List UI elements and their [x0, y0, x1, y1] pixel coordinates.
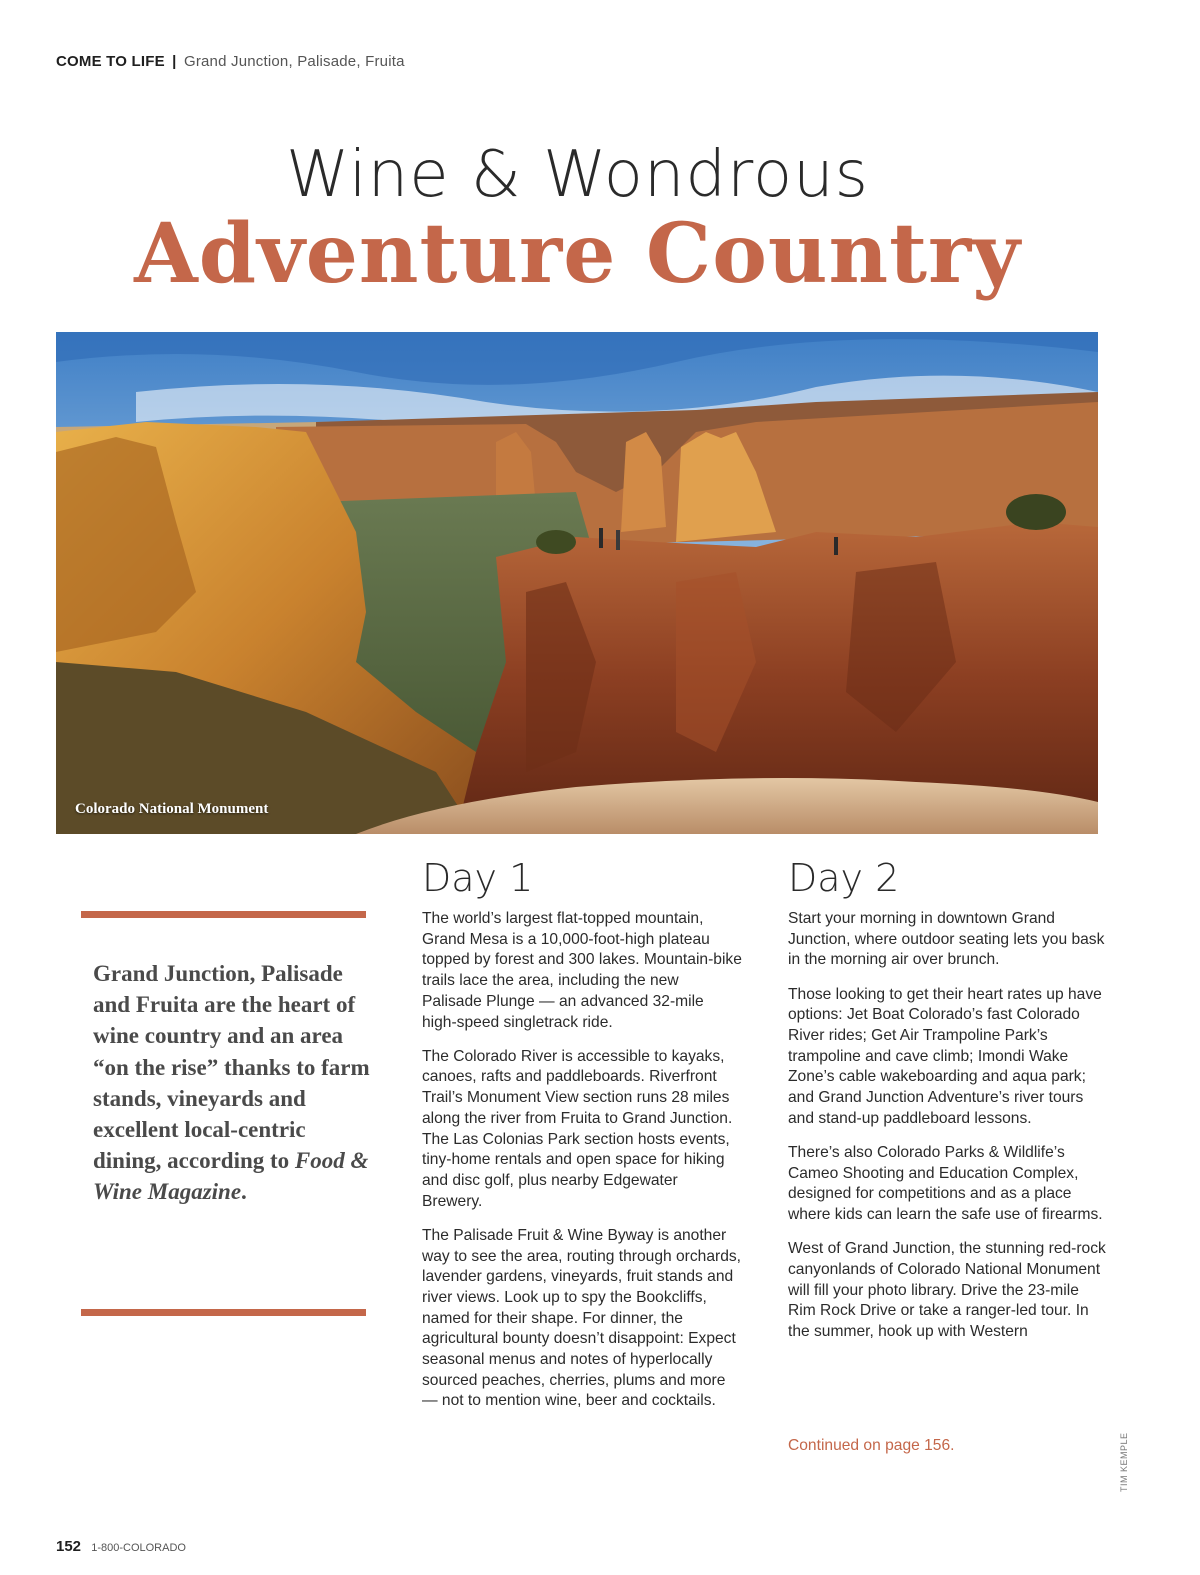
continued-link[interactable]: Continued on page 156.	[788, 1437, 955, 1454]
running-head-separator: |	[172, 53, 177, 70]
day1-heading: Day 1	[422, 856, 534, 900]
running-head	[56, 53, 405, 70]
page-title-line2: Adventure Country	[134, 206, 1021, 302]
day2-heading: Day 2	[788, 856, 900, 900]
day2-paragraph: West of Grand Junction, the stunning red-rock canyonlands of Colorado National Monument will fill your photo library. Drive the 23-mile Rim Rock Drive or take a ranger-led tour. In the summer, hook up with Western	[788, 1240, 1106, 1341]
phone-number: 1-800-COLORADO	[91, 1542, 186, 1554]
pullquote-text: Grand Junction, Palisade and Fruita are the heart of wine country and an area “on the rise” thanks to farm stands, vineyards and excellent local-centric dining, according to	[93, 961, 370, 1174]
pullquote-rule-bottom	[81, 1309, 366, 1316]
day1-paragraph: The world’s largest flat-topped mountain, Grand Mesa is a 10,000-foot-high plateau topped by forest and 300 lakes. Mountain-bike trails lace the area, including the new Palisade Plunge — an advanced 32-mile high-speed singletrack ride.	[422, 910, 742, 1031]
running-head-places: Grand Junction, Palisade, Fruita	[183, 53, 405, 70]
photo-credit: TIM KEMPLE	[1119, 1432, 1129, 1492]
day2-paragraph: There’s also Colorado Parks & Wildlife’s Cameo Shooting and Education Complex, designed for competitions and as a place where kids can learn the safe use of firearms.	[788, 1144, 1103, 1224]
photo-caption: Colorado National Monument	[75, 801, 269, 817]
day1-paragraph: The Palisade Fruit & Wine Byway is another way to see the area, routing through orchards, lavender gardens, vineyards, fruit stands and river views. Look up to spy the Bookcliffs, named for their shape. For dinner, the agricultural bounty doesn’t disappoint: Expect seasonal menus and notes of hyperlocally sourced peaches, cherries, plums and more — not to mention wine, beer and cocktails.	[422, 1226, 741, 1410]
pullquote	[93, 958, 373, 1208]
day2-paragraph: Start your morning in downtown Grand Junction, where outdoor seating lets you bask in the morning air over brunch.	[788, 910, 1105, 969]
hero-photo	[56, 332, 1098, 834]
page-number: 152	[56, 1538, 82, 1555]
canyon-landscape-image	[56, 332, 1098, 834]
pullquote-rule-top	[81, 911, 366, 918]
pullquote-end: .	[241, 1179, 247, 1205]
day2-paragraph: Those looking to get their heart rates up have options: Jet Boat Colorado’s fast Colorado River rides; Get Air Trampoline Park’s trampoline and cave climb; Imondi Wake Zone’s cable wakeboarding and aqua park; and Grand Junction Adventure’s river tours and stand-up paddleboard lessons.	[788, 985, 1102, 1127]
day2-column	[788, 855, 1108, 1356]
page-title-line1: Wine & Wondrous	[285, 138, 870, 212]
pullquote-publication: Food & Wine Magazine	[93, 1148, 369, 1205]
day1-paragraph: The Colorado River is accessible to kayaks, canoes, rafts and paddleboards. Riverfront Trail’s Monument View section runs 28 miles along the river from Fruita to Grand Junction. The Las Colonias Park section hosts events, tiny-home rentals and open space for hiking and disc golf, plus nearby Edgewater Brewery.	[422, 1047, 733, 1210]
day1-column	[422, 855, 742, 1426]
section-label: COME TO LIFE	[56, 53, 165, 70]
page-footer	[56, 1538, 186, 1555]
